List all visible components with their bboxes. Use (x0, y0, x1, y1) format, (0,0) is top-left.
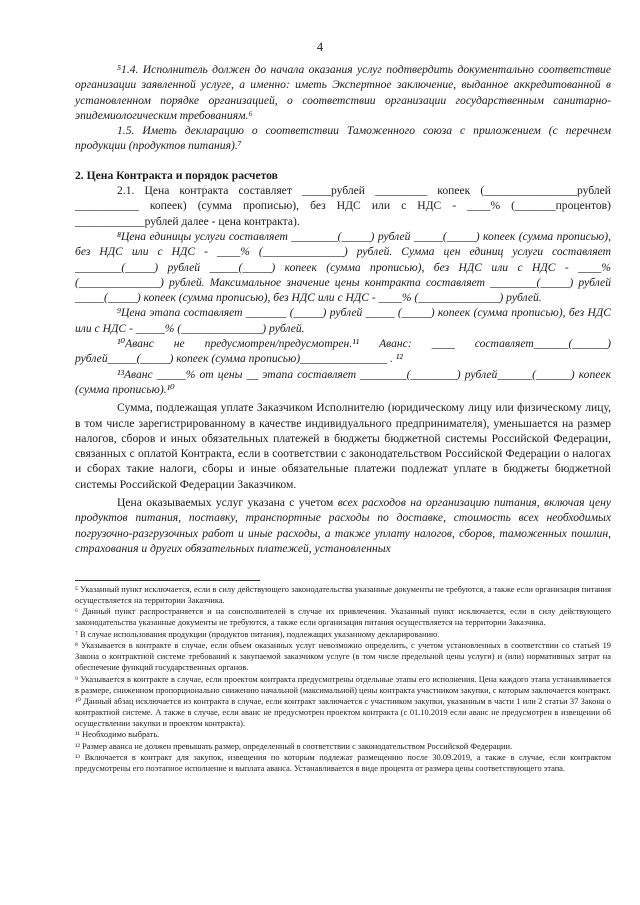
main-text (75, 62, 611, 556)
footnote-13: ¹³ Включается в контракт для закупок, извещения по которым подлежат размещению после 30.09.2019, а также в случае, если контрактом предусмотрены его поэтапное исполнение и выплата аванса. Устанавливается в виде процента от размера цены соответствующего этапа. (75, 753, 611, 774)
section-2-heading: 2. Цена Контракта и порядок расчетов (75, 168, 278, 182)
footnote-6: ⁶ Данный пункт распространяется и на соисполнителей в случае их привлечения. Указанный пункт исключается, если в силу действующего законодательства указанные документы не требуются, а также если организация питания осуществляется на территории Заказчика. (75, 607, 611, 628)
advance-percent-clause: ¹³Аванс _____% от цены __ этапа составляет ________(________) рублей______(______) копеек (сумма прописью).¹⁰ (75, 367, 611, 396)
footnote-separator (75, 580, 260, 581)
clause-1-5: 1.5. Иметь декларацию о соответствии Таможенного союза с приложением (с перечнем продукции (продуктов питания).⁷ (75, 124, 611, 153)
footnote-12: ¹² Размер аванса не должен превышать размер, определенный в соответствии с законодательством Российской Федерации. (75, 741, 513, 751)
tax-clause: Сумма, подлежащая уплате Заказчиком Исполнителю (юридическому лицу или физическому лицу, в том числе зарегистрированному в качестве индивидуального предпринимателя), уменьшается на размер налогов, сборов и иных обязательных платежей в бюджеты бюджетной системы Российской Федерации, связанных с оплатой Контракта, если в соответствии с законодательством Российской Федерации о налогах и сборах такие налоги, сборы и иные обязательные платежи подлежат уплате в бюджеты бюджетной системы Российской Федерации Заказчиком. (75, 401, 611, 491)
stage-price-clause: ⁹Цена этапа составляет _______ (_____) рублей _____ (_____) копеек (сумма прописью), без НДС или с НДС - _____% (______________) рублей. (75, 306, 611, 335)
clause-1-4: ⁵1.4. Исполнитель должен до начала оказания услуг подтвердить документально соответствие организации заявленной услуге, а именно: иметь Экспертное заключение, выданное аккредитованной в установленном порядке организацией, о соответствии организации государственным санитарно-эпидемиологическим требованиям.⁶ (75, 63, 611, 122)
footnotes (75, 580, 611, 776)
clause-2-1: 2.1. Цена контракта составляет _____рублей _________ копеек (________________рублей ___________ копеек) (сумма прописью), без НДС или с НДС - ____% (_______процентов) ____________рублей далее - цена контракта). (75, 184, 611, 228)
footnote-5: ⁵ Указанный пункт исключается, если в силу действующего законодательства указанные документы не требуются, а также если организация питания осуществляется на территории Заказчика. (75, 585, 611, 605)
footnote-8: ⁸ Указывается в контракте в случае, если объем оказанных услуг невозможно определить, с учетом установленных в соответствии со статьей 19 Закона о контрактной системе требований к закупаемой заказчиком услуге (в том числе предельной цены услуги) и (или) нормативных затрат на обеспечение функций государственных органов. (75, 641, 611, 673)
advance-clause: ¹⁰Аванс не предусмотрен/предусмотрен.¹¹ Аванс: ____ составляет______(______) рублей_____(_____) копеек (сумма прописью)_______________ . ¹² (75, 337, 611, 366)
footnote-7: ⁷ В случае использования продукции (продуктов питания), подлежащих указанному декларированию. (75, 629, 440, 639)
footnote-10: ¹⁰ Данный абзац исключается из контракта в случае, если контракт заключается с участником закупки, указанным в части 1 или 2 статьи 37 Закона о контрактной системе. А также в случае, если аванс не предусмотрен проектом контракта (с 01.10.2019 если аванс не предусмотрен в извещении об осуществлении закупки и проектом контракта). (75, 697, 611, 728)
unit-price-clause: ⁸Цена единицы услуги составляет ________(_____) рублей _____(_____) копеек (сумма прописью), без НДС или с НДС - ____% (______________) рублей. Сумма цен единиц услуги составляет ________(_____) рублей _____(_____) копеек (сумма прописью), без НДС или с НДС - ____% (______________) рублей. Максимальное значение цены контракта составляет ________(_____) рублей _____(_____) копеек (сумма прописью), без НДС или с НДС - ____% (______________) рублей. (75, 229, 611, 305)
price-includes-list: всех расходов на организацию питания, включая цену продуктов питания, поставку, транспортные расходы по доставке, стоимость всех необходимых погрузочно-разгрузочных работ и иные расходы, а также уплату налогов, сборов, таможенных пошлин, страхования и других обязательных платежей, установленных (75, 496, 611, 555)
price-includes-lead: Цена оказываемых услуг указана с учетом (117, 496, 338, 510)
price-includes-clause (75, 495, 611, 556)
footnote-11: ¹¹ Необходимо выбрать. (75, 730, 160, 740)
page-number: 4 (316, 40, 324, 54)
footnote-9: ⁹ Указывается в контракте в случае, если проектом контракта предусмотрены отдельные этапы его исполнения. Цена каждого этапа устанавливается в размере, сниженном пропорционально снижению начальной (максимальной) цены контракта участником закупки, с которым заключается контракт. (75, 674, 611, 695)
